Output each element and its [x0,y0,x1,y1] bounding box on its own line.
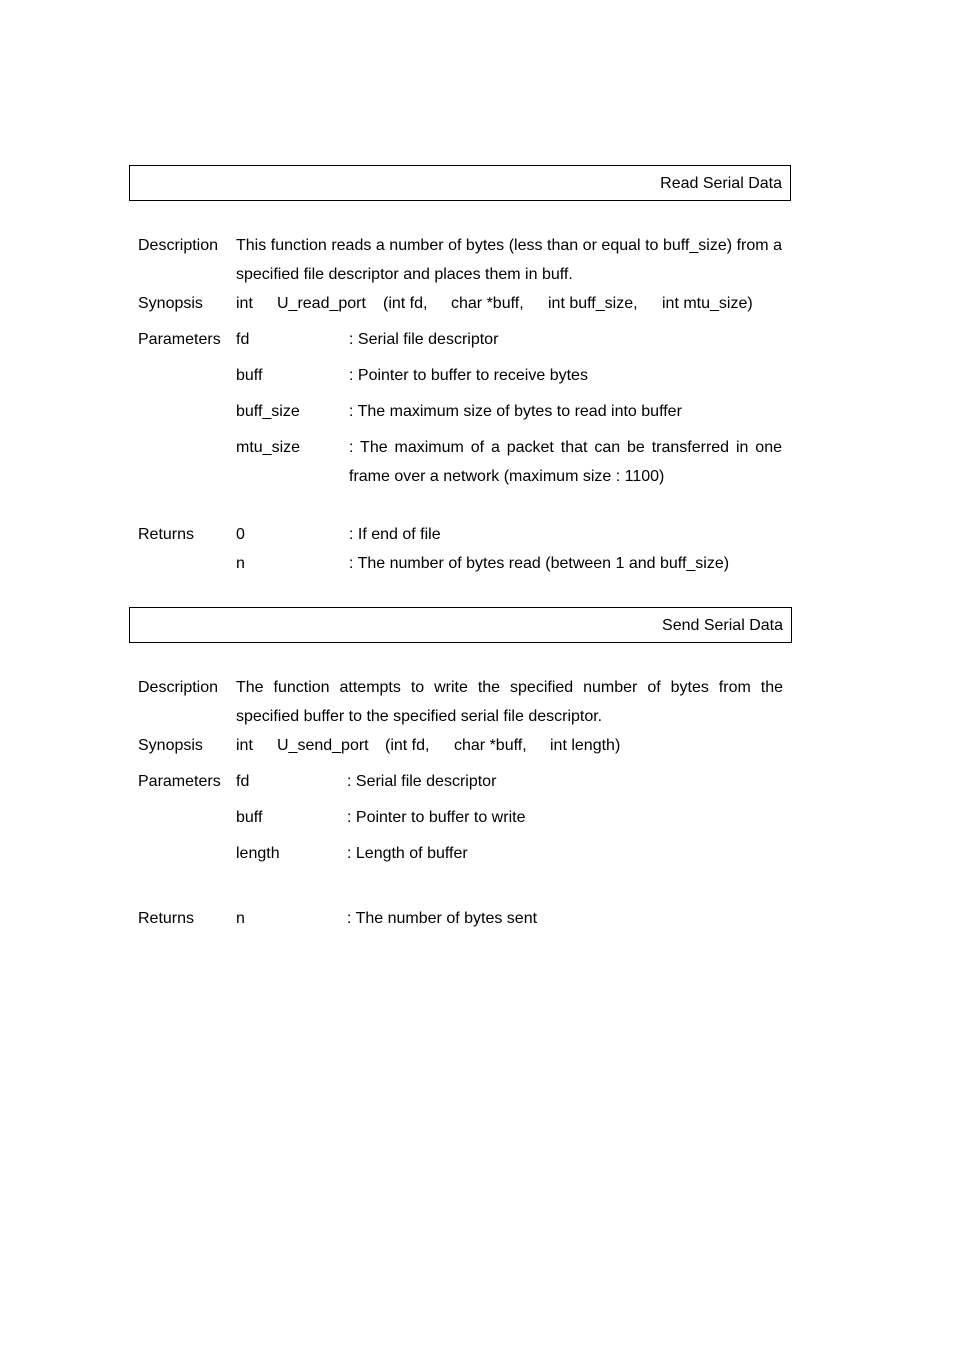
synopsis-label: Synopsis [138,737,203,754]
synopsis-token: int [236,295,253,312]
return-description: : The number of bytes sent [347,910,538,927]
synopsis-token: int [236,737,253,754]
description-text: This function reads a number of bytes (less than or equal to buff_size) from a specified file descriptor and places them in buff. [236,237,782,283]
parameter-description: : The maximum size of bytes to read into buffer [349,403,682,420]
synopsis-label: Synopsis [138,295,203,312]
parameter-name: buff [236,809,263,826]
parameter-name: buff_size [236,403,300,420]
return-value: 0 [236,526,245,543]
synopsis-function-name: U_send_port [277,737,369,754]
parameters-label: Parameters [138,331,221,348]
synopsis-token: int length) [550,737,621,754]
parameter-description: : Pointer to buffer to write [347,809,526,826]
synopsis-token: char *buff, [454,737,527,754]
synopsis-token: (int fd, [383,295,428,312]
parameter-description: : Pointer to buffer to receive bytes [349,367,588,384]
synopsis-function-name: U_read_port [277,295,366,312]
parameter-name: mtu_size [236,439,301,456]
synopsis-token: int buff_size, [548,295,638,312]
parameter-description: : Length of buffer [347,845,468,862]
return-value: n [236,910,245,927]
description-text: The function attempts to write the specified number of bytes from the specified buffer to the specified serial file descriptor. [236,679,783,725]
parameters-label: Parameters [138,773,221,790]
section-title-box [129,165,791,201]
return-description: : The number of bytes read (between 1 and buff_size) [349,555,730,572]
return-description: : If end of file [349,526,441,543]
description-label: Description [138,237,219,254]
synopsis-token: char *buff, [451,295,524,312]
section-title: Read Serial Data [660,175,782,192]
section-title: Send Serial Data [662,617,783,634]
returns-label: Returns [138,910,195,927]
parameter-description: : Serial file descriptor [349,331,499,348]
parameter-name: fd [236,773,250,790]
parameter-description: : Serial file descriptor [347,773,497,790]
returns-label: Returns [138,526,195,543]
return-value: n [236,555,245,572]
parameter-name: length [236,845,280,862]
synopsis-token: int mtu_size) [662,295,753,312]
synopsis-token: (int fd, [385,737,430,754]
section-title-box [129,607,792,643]
parameter-name: fd [236,331,250,348]
parameter-description: : The maximum of a packet that can be transferred in one frame over a network (maximum size : 1100) [349,439,782,485]
parameter-name: buff [236,367,263,384]
description-label: Description [138,679,219,696]
